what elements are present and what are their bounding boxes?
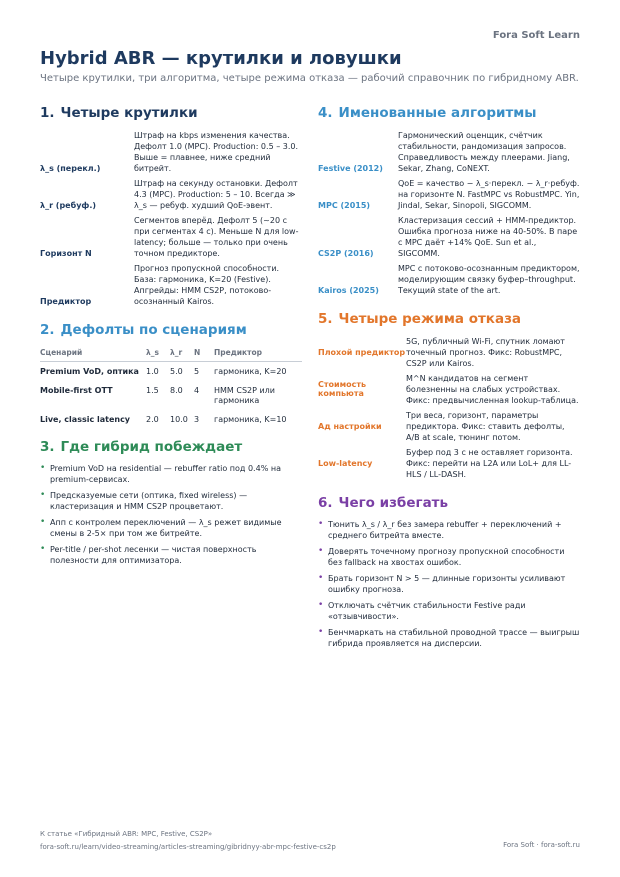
list-item-text: Предсказуемые сети (оптика, fixed wireless) — кластеризация и HMM CS2P процветают.: [50, 491, 248, 511]
kv-row: [318, 335, 580, 372]
page-subtitle: Четыре крутилки, три алгоритма, четыре режима отказа — рабочий справочник по гибридному ABR.: [40, 73, 579, 84]
kv-row: [40, 214, 302, 262]
kv-value: Штраф на kbps изменения качества. Дефолт 1.0 (MPC). Production: 0.5 – 3.0. Выше = плавнее, ниже средний битрейт.: [134, 131, 299, 173]
table-cell: гармоника, K=10: [214, 415, 287, 424]
section-title-text: Чего избегать: [338, 495, 449, 511]
kv-key: Low-latency: [318, 458, 373, 468]
list-item: [318, 600, 580, 622]
table-cell: Premium VoD, оптика: [40, 367, 139, 376]
table-cell: 5.0: [170, 367, 183, 376]
section-algorithms: [318, 105, 580, 299]
kv-value: M^N кандидатов на сегмент болезненны на слабых устройствах. Фикс: предвычисленная lookup-таблица.: [406, 374, 579, 405]
list-item: [40, 517, 302, 539]
kv-value: Три веса, горизонт, параметры предиктора. Фикс: ставить дефолты, A/B at scale, тюнинг потом.: [406, 411, 565, 442]
kv-row: [40, 129, 302, 177]
section-algorithms-title: [318, 105, 580, 121]
section-title-text: Четыре режима отказа: [338, 311, 522, 327]
avoid-list: [318, 519, 580, 649]
section-number: 2.: [40, 322, 55, 338]
list-item: [318, 519, 580, 541]
table-cell: гармоника, K=20: [214, 367, 287, 376]
table-cell: Mobile-first OTT: [40, 386, 113, 395]
kv-key: Ад настройки: [318, 421, 382, 431]
column-header: λ_s: [146, 346, 170, 362]
kv-key: Festive (2012): [318, 164, 383, 173]
bullet-icon: •: [40, 490, 46, 500]
kv-row: [40, 262, 302, 310]
section-title-text: Где гибрид побеждает: [60, 439, 243, 455]
kv-key: Предиктор: [40, 297, 92, 306]
kv-row: [318, 129, 580, 177]
list-item: [40, 463, 302, 485]
footer-article-url[interactable]: fora-soft.ru/learn/video-streaming/articles-streaming/gibridnyy-abr-mpc-festive-cs2p: [40, 843, 336, 851]
kv-value: Гармонический оценщик, счётчик стабильности, рандомизация запросов. Справедливость между плеерами. Jiang, Sekar, Zhang, CoNEXT.: [398, 131, 570, 173]
kv-key: Стоимость компьюта: [318, 380, 367, 398]
table-row: [40, 410, 302, 429]
scenario-table: [40, 346, 302, 429]
kv-value: QoE = качество − λ_s·перекл. − λ_r·ребуф. на горизонте N. FastMPC vs RobustMPC. Yin, Jindal, Sekar, Sinopoli, SIGCOMM.: [398, 179, 580, 210]
kv-row: [318, 214, 580, 262]
footer-article-label: К статье «Гибридный ABR: MPC, Festive, CS2P»: [40, 830, 213, 838]
bullet-icon: •: [40, 544, 46, 554]
table-cell: 10.0: [170, 415, 188, 424]
kv-row: [318, 262, 580, 299]
section-knobs: [40, 105, 302, 310]
section-number: 6.: [318, 495, 333, 511]
list-item-text: Premium VoD на residential — rebuffer ratio под 0.4% на premium-сервисах.: [50, 464, 281, 484]
section-defaults: [40, 322, 302, 429]
section-number: 3.: [40, 439, 55, 455]
column-header: Предиктор: [214, 346, 302, 362]
section-avoid-title: [318, 495, 580, 511]
section-failure-modes-title: [318, 311, 580, 327]
kv-row: [318, 409, 580, 446]
kv-row: [40, 177, 302, 214]
list-item-text: Апп с контролем переключений — λ_s режет видимые смены в 2-5× при том же битрейте.: [50, 518, 282, 538]
kv-value: Буфер под 3 с не оставляет горизонта. Фикс: перейти на L2A или LoL+ для LL-HLS / LL-DASH.: [406, 448, 573, 479]
kv-key: MPC (2015): [318, 201, 371, 210]
left-column: [40, 105, 302, 571]
list-item: [40, 490, 302, 512]
table-cell: Live, classic latency: [40, 415, 131, 424]
section-number: 4.: [318, 105, 333, 121]
section-wins: [40, 439, 302, 566]
list-item-text: Доверять точечному прогнозу пропускной способности без fallback на хвостах ошибок.: [328, 547, 565, 567]
kv-key: λ_s (перекл.): [40, 164, 101, 173]
wins-list: [40, 463, 302, 566]
list-item-text: Per-title / per-shot лесенки — чистая поверхность полезности для оптимизатора.: [50, 545, 257, 565]
kv-row: [318, 446, 580, 483]
column-header: N: [194, 346, 214, 362]
section-defaults-title: [40, 322, 302, 338]
list-item: [318, 546, 580, 568]
bullet-icon: •: [40, 517, 46, 527]
footer-left: [40, 828, 336, 854]
section-title-text: Именованные алгоритмы: [338, 105, 537, 121]
list-item-text: Отключать счётчик стабильности Festive ради «отзывчивости».: [328, 601, 526, 621]
kv-row: [318, 177, 580, 214]
table-row: [40, 381, 302, 410]
section-title-text: Дефолты по сценариям: [60, 322, 247, 338]
right-column: [318, 105, 580, 654]
bullet-icon: •: [318, 600, 324, 610]
list-item-text: Брать горизонт N > 5 — длинные горизонты усиливают ошибку прогноза.: [328, 574, 566, 594]
section-title-text: Четыре крутилки: [60, 105, 198, 121]
section-number: 5.: [318, 311, 333, 327]
table-cell: 1.0: [146, 367, 159, 376]
bullet-icon: •: [318, 546, 324, 556]
kv-key: Горизонт N: [40, 249, 92, 258]
footer-site[interactable]: Fora Soft · fora-soft.ru: [503, 841, 580, 849]
table-cell: 4: [194, 386, 200, 395]
list-item-text: Тюнить λ_s / λ_r без замера rebuffer + переключений + среднего битрейта вместе.: [328, 520, 562, 540]
table-cell: 3: [194, 415, 200, 424]
list-item: [318, 573, 580, 595]
table-cell: HMM CS2P или гармоника: [214, 386, 275, 405]
list-item: [40, 544, 302, 566]
bullet-icon: •: [40, 463, 46, 473]
list-item: [318, 627, 580, 649]
kv-key: Плохой предиктор: [318, 347, 406, 357]
table-cell: 1.5: [146, 386, 159, 395]
list-item-text: Бенчмаркать на стабильной проводной трассе — выигрыш гибрида проявляется на дисперсии.: [328, 628, 580, 648]
kv-value: Сегментов вперёд. Дефолт 5 (~20 с при сегментах 4 с). Меньше N для low-latency; больше — только при очень точном предикторе.: [134, 216, 299, 258]
kv-value: 5G, публичный Wi-Fi, спутник ломают точечный прогноз. Фикс: RobustMPC, CS2P или Kairos.: [406, 337, 565, 368]
kv-key: CS2P (2016): [318, 249, 374, 258]
kv-value: Кластеризация сессий + HMM-предиктор. Ошибка прогноза ниже на 40-50%. В паре с MPC даёт +14% QoE. Sun et al., SIGCOMM.: [398, 216, 578, 258]
kv-value: Штраф на секунду остановки. Дефолт 4.3 (MPC). Production: 5 – 10. Всегда ≫ λ_s — ребуф. худший QoE-эвент.: [134, 179, 298, 210]
kv-value: MPC с потоково-осознанным предиктором, моделирующим связку буфер–throughput. Текущий state of the art.: [398, 264, 580, 295]
kv-row: [318, 372, 580, 409]
column-header: λ_r: [170, 346, 194, 362]
table-cell: 2.0: [146, 415, 159, 424]
bullet-icon: •: [318, 519, 324, 529]
brand-label: Fora Soft Learn: [492, 30, 580, 41]
section-number: 1.: [40, 105, 55, 121]
section-avoid: [318, 495, 580, 649]
kv-key: Kairos (2025): [318, 286, 379, 295]
table-cell: 8.0: [170, 386, 183, 395]
section-wins-title: [40, 439, 302, 455]
column-header: Сценарий: [40, 346, 146, 362]
bullet-icon: •: [318, 573, 324, 583]
section-knobs-title: [40, 105, 302, 121]
kv-key: λ_r (ребуф.): [40, 201, 97, 210]
table-header-row: [40, 346, 302, 362]
section-failure-modes: [318, 311, 580, 483]
page-title: Hybrid ABR — крутилки и ловушки: [40, 48, 402, 69]
kv-value: Прогноз пропускной способности. База: гармоника, K=20 (Festive). Апгрейды: HMM CS2P, потоково-осознанный Kairos.: [134, 264, 280, 306]
table-row: [40, 362, 302, 382]
table-cell: 5: [194, 367, 200, 376]
bullet-icon: •: [318, 627, 324, 637]
